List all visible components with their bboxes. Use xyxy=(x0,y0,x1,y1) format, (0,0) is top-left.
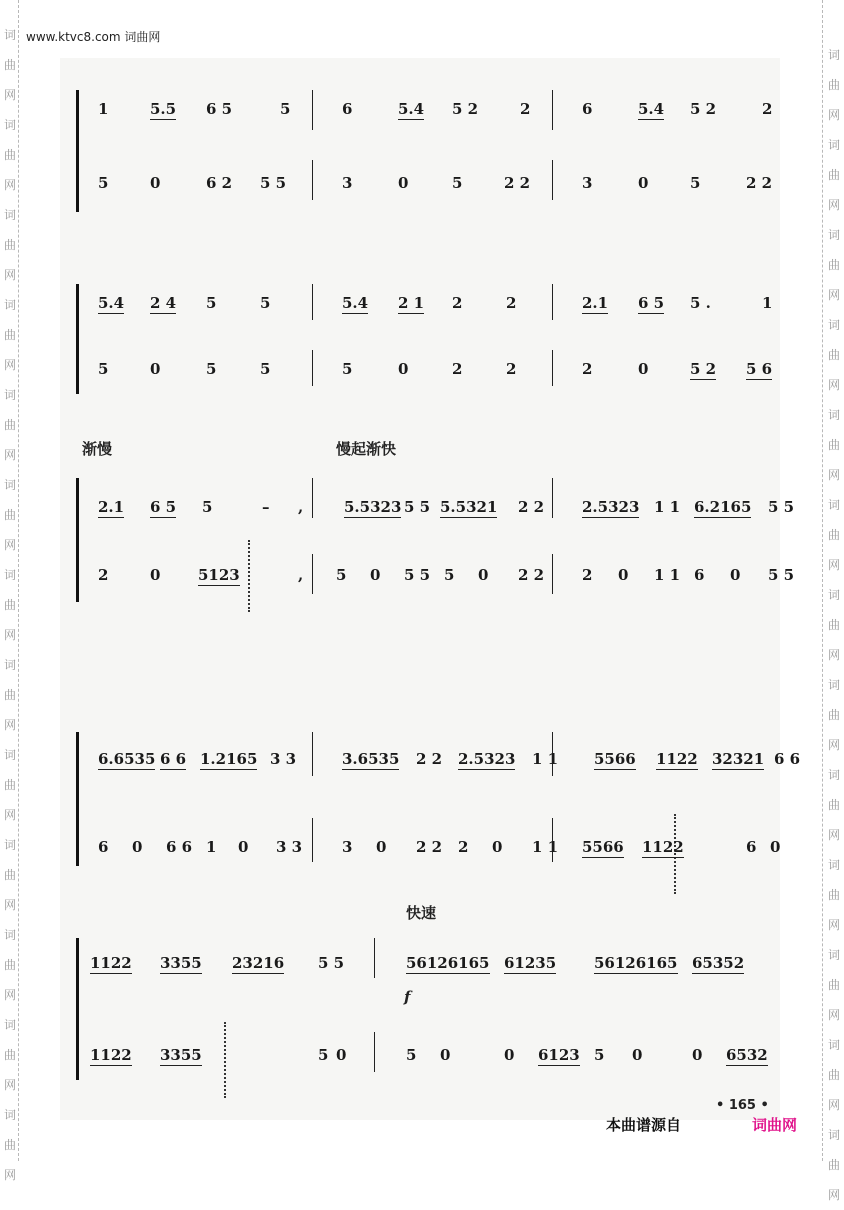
arpeggio-mark xyxy=(248,540,256,612)
note: 6532 xyxy=(726,1046,768,1064)
note: 1 1 xyxy=(532,750,559,768)
system-bracket xyxy=(76,478,79,602)
watermark-char: 词 xyxy=(3,28,16,42)
watermark-char: 曲 xyxy=(3,598,16,612)
watermark-char: 网 xyxy=(3,538,16,552)
barline xyxy=(312,284,313,320)
note: 5 xyxy=(406,1046,417,1064)
note: 1122 xyxy=(90,1046,132,1064)
note: 2 xyxy=(452,360,463,378)
note: , xyxy=(298,566,304,584)
watermark-char: 网 xyxy=(3,448,16,462)
note: 6 5 xyxy=(150,498,177,516)
watermark-char: 曲 xyxy=(827,258,840,272)
note: 5 xyxy=(452,174,463,192)
note: 5 xyxy=(206,294,217,312)
note: 5 6 xyxy=(746,360,773,378)
note: 0 xyxy=(336,1046,347,1064)
note: 6 5 xyxy=(638,294,665,312)
watermark-char: 词 xyxy=(827,408,840,422)
note: 5 xyxy=(280,100,291,118)
watermark-char: 曲 xyxy=(827,528,840,542)
watermark-char: 词 xyxy=(3,838,16,852)
watermark-char: 网 xyxy=(827,918,840,932)
note: 6123 xyxy=(538,1046,580,1064)
tempo-marking: 慢起渐快 xyxy=(336,440,397,458)
left-watermark-column xyxy=(2,20,18,1190)
note: 5 xyxy=(98,174,109,192)
note: 2.5323 xyxy=(458,750,516,768)
note: 0 xyxy=(492,838,503,856)
note: 2 1 xyxy=(398,294,425,312)
note: 6.6535 xyxy=(98,750,156,768)
note: 2.1 xyxy=(98,498,125,516)
note: 5 2 xyxy=(690,100,717,118)
note: 5 xyxy=(342,360,353,378)
note: 6 6 xyxy=(166,838,193,856)
watermark-char: 词 xyxy=(827,1038,840,1052)
note: 61235 xyxy=(504,954,557,972)
note: 2 2 xyxy=(504,174,531,192)
note: 0 xyxy=(370,566,381,584)
watermark-char: 曲 xyxy=(827,618,840,632)
note: 6 6 xyxy=(160,750,187,768)
watermark-char: 网 xyxy=(3,268,16,282)
note: 3 xyxy=(342,838,353,856)
note: 5.5321 xyxy=(440,498,498,516)
note: 5 xyxy=(260,294,271,312)
site-brand-link[interactable]: 词曲网 xyxy=(752,1116,798,1134)
note: 3.6535 xyxy=(342,750,400,768)
note: 5566 xyxy=(582,838,624,856)
watermark-char: 曲 xyxy=(3,238,16,252)
note: 32321 xyxy=(712,750,765,768)
note: 5.5 xyxy=(150,100,177,118)
barline xyxy=(312,554,313,594)
barline xyxy=(552,554,553,594)
note: 0 xyxy=(770,838,781,856)
watermark-char: 词 xyxy=(3,568,16,582)
watermark-char: 网 xyxy=(827,288,840,302)
barline xyxy=(374,938,375,978)
system-1 xyxy=(60,68,780,228)
note: 2 2 xyxy=(416,838,443,856)
watermark-char: 网 xyxy=(3,88,16,102)
watermark-char: 曲 xyxy=(3,58,16,72)
note: 56126165 xyxy=(406,954,490,972)
note: 5 5 xyxy=(318,954,345,972)
watermark-char: 曲 xyxy=(827,168,840,182)
note: – xyxy=(262,498,270,516)
note: 2 2 xyxy=(416,750,443,768)
watermark-char: 词 xyxy=(3,298,16,312)
watermark-char: 曲 xyxy=(3,778,16,792)
note: 0 xyxy=(632,1046,643,1064)
note: 0 xyxy=(478,566,489,584)
left-border-dash xyxy=(18,0,19,1161)
watermark-char: 网 xyxy=(827,198,840,212)
barline xyxy=(552,160,553,200)
note: 0 xyxy=(150,360,161,378)
watermark-char: 网 xyxy=(3,1168,16,1182)
watermark-char: 网 xyxy=(3,628,16,642)
note: 5566 xyxy=(594,750,636,768)
watermark-char: 曲 xyxy=(827,798,840,812)
barline xyxy=(312,732,313,776)
note: 1122 xyxy=(642,838,684,856)
watermark-char: 词 xyxy=(3,118,16,132)
watermark-char: 词 xyxy=(3,1018,16,1032)
watermark-char: 曲 xyxy=(827,708,840,722)
watermark-char: 曲 xyxy=(3,688,16,702)
score-sheet xyxy=(60,58,801,1120)
arpeggio-mark xyxy=(224,1022,232,1098)
note: 3355 xyxy=(160,1046,202,1064)
note: 5 . xyxy=(690,294,711,312)
system-bracket xyxy=(76,90,79,212)
barline xyxy=(312,350,313,386)
note: 0 xyxy=(150,566,161,584)
note: 2 xyxy=(506,294,517,312)
note: 0 xyxy=(692,1046,703,1064)
note: 5 5 xyxy=(768,566,795,584)
note: 6 xyxy=(582,100,593,118)
watermark-char: 曲 xyxy=(3,508,16,522)
watermark-char: 网 xyxy=(3,808,16,822)
watermark-char: 曲 xyxy=(3,1048,16,1062)
note: 3 xyxy=(582,174,593,192)
note: 5 xyxy=(318,1046,329,1064)
note: 1 1 xyxy=(654,566,681,584)
watermark-char: 网 xyxy=(827,1188,840,1202)
note: 2 xyxy=(506,360,517,378)
watermark-char: 词 xyxy=(827,588,840,602)
note: 0 xyxy=(618,566,629,584)
note: 6 5 xyxy=(206,100,233,118)
watermark-char: 曲 xyxy=(3,328,16,342)
note: 5.5323 xyxy=(344,498,402,516)
watermark-char: 曲 xyxy=(827,78,840,92)
note: 23216 xyxy=(232,954,285,972)
system-2 xyxy=(60,264,780,404)
note: 5 xyxy=(260,360,271,378)
note: 2 xyxy=(762,100,773,118)
system-bracket xyxy=(76,938,79,1080)
note: 2 xyxy=(452,294,463,312)
note: 5 xyxy=(206,360,217,378)
watermark-char: 词 xyxy=(3,208,16,222)
watermark-char: 网 xyxy=(3,358,16,372)
note: 2 2 xyxy=(518,566,545,584)
right-watermark-column xyxy=(826,40,842,1210)
tempo-marking: 渐慢 xyxy=(82,440,113,458)
note: 5.4 xyxy=(342,294,369,312)
note: 1 xyxy=(98,100,109,118)
watermark-char: 曲 xyxy=(3,1138,16,1152)
note: 2 xyxy=(458,838,469,856)
system-5 xyxy=(60,896,780,1116)
watermark-char: 网 xyxy=(827,378,840,392)
source-credit: 本曲谱源自 xyxy=(606,1116,682,1134)
note: 3355 xyxy=(160,954,202,972)
note: 2 xyxy=(98,566,109,584)
note: 0 xyxy=(238,838,249,856)
barline xyxy=(312,160,313,200)
watermark-char: 词 xyxy=(3,1108,16,1122)
note: 5 2 xyxy=(690,360,717,378)
watermark-char: 词 xyxy=(827,678,840,692)
watermark-char: 曲 xyxy=(3,418,16,432)
note: 0 xyxy=(398,174,409,192)
note: 5 5 xyxy=(260,174,287,192)
system-bracket xyxy=(76,284,79,394)
watermark-char: 词 xyxy=(3,478,16,492)
watermark-char: 词 xyxy=(827,768,840,782)
note: 5 5 xyxy=(404,498,431,516)
note: 5 xyxy=(98,360,109,378)
note: 5123 xyxy=(198,566,240,584)
note: 2 2 xyxy=(746,174,773,192)
note: 2 xyxy=(582,566,593,584)
right-border-dash xyxy=(822,0,823,1161)
note: 5 xyxy=(336,566,347,584)
note: 0 xyxy=(150,174,161,192)
watermark-char: 网 xyxy=(3,178,16,192)
note: 0 xyxy=(440,1046,451,1064)
watermark-char: 曲 xyxy=(827,348,840,362)
note: 3 3 xyxy=(276,838,303,856)
watermark-char: 词 xyxy=(827,138,840,152)
note: 2 xyxy=(582,360,593,378)
watermark-char: 曲 xyxy=(827,888,840,902)
barline xyxy=(374,1032,375,1072)
watermark-char: 词 xyxy=(827,858,840,872)
note: 0 xyxy=(638,174,649,192)
note: 6 6 xyxy=(774,750,801,768)
note: 5 2 xyxy=(452,100,479,118)
note: 6 xyxy=(746,838,757,856)
note: 6.2165 xyxy=(694,498,752,516)
note: , xyxy=(298,498,304,516)
watermark-char: 网 xyxy=(827,1008,840,1022)
site-url[interactable]: www.ktvc8.com 词曲网 xyxy=(26,30,161,44)
barline xyxy=(552,90,553,130)
watermark-char: 网 xyxy=(827,738,840,752)
barline xyxy=(312,478,313,518)
note: 1 xyxy=(762,294,773,312)
note: 1122 xyxy=(656,750,698,768)
watermark-char: 网 xyxy=(827,828,840,842)
note: 1.2165 xyxy=(200,750,258,768)
note: 1 xyxy=(206,838,217,856)
barline xyxy=(312,90,313,130)
dynamic-marking: f xyxy=(404,988,411,1006)
note: 5.4 xyxy=(398,100,425,118)
note: 0 xyxy=(504,1046,515,1064)
note: 6 xyxy=(694,566,705,584)
system-3 xyxy=(60,436,795,696)
note: 5 5 xyxy=(404,566,431,584)
note: 6 xyxy=(98,838,109,856)
watermark-char: 曲 xyxy=(827,978,840,992)
note: 0 xyxy=(376,838,387,856)
note: 65352 xyxy=(692,954,745,972)
note: 0 xyxy=(398,360,409,378)
note: 5 xyxy=(594,1046,605,1064)
note: 6 xyxy=(342,100,353,118)
note: 5.4 xyxy=(98,294,125,312)
watermark-char: 曲 xyxy=(827,1158,840,1172)
watermark-char: 词 xyxy=(827,318,840,332)
watermark-char: 词 xyxy=(827,1128,840,1142)
watermark-char: 词 xyxy=(3,748,16,762)
watermark-char: 网 xyxy=(3,1078,16,1092)
note: 56126165 xyxy=(594,954,678,972)
note: 2.1 xyxy=(582,294,609,312)
note: 1122 xyxy=(90,954,132,972)
watermark-char: 词 xyxy=(3,388,16,402)
page-number: • 165 • xyxy=(716,1098,769,1113)
watermark-char: 网 xyxy=(3,898,16,912)
barline xyxy=(312,818,313,862)
barline xyxy=(552,350,553,386)
watermark-char: 词 xyxy=(3,928,16,942)
note: 2 xyxy=(520,100,531,118)
note: 0 xyxy=(638,360,649,378)
note: 0 xyxy=(132,838,143,856)
watermark-char: 网 xyxy=(827,1098,840,1112)
note: 1 1 xyxy=(532,838,559,856)
watermark-char: 网 xyxy=(827,648,840,662)
note: 6 2 xyxy=(206,174,233,192)
note: 1 1 xyxy=(654,498,681,516)
watermark-char: 网 xyxy=(827,468,840,482)
note: 2 2 xyxy=(518,498,545,516)
note: 2.5323 xyxy=(582,498,640,516)
note: 3 3 xyxy=(270,750,297,768)
watermark-char: 曲 xyxy=(3,958,16,972)
note: 3 xyxy=(342,174,353,192)
watermark-char: 曲 xyxy=(827,1068,840,1082)
watermark-char: 词 xyxy=(827,48,840,62)
note: 0 xyxy=(730,566,741,584)
watermark-char: 曲 xyxy=(3,148,16,162)
watermark-char: 词 xyxy=(827,498,840,512)
system-4 xyxy=(60,678,801,908)
note: 5.4 xyxy=(638,100,665,118)
watermark-char: 网 xyxy=(3,988,16,1002)
watermark-char: 网 xyxy=(827,558,840,572)
barline xyxy=(552,284,553,320)
watermark-char: 曲 xyxy=(3,868,16,882)
watermark-char: 词 xyxy=(827,948,840,962)
watermark-char: 网 xyxy=(827,108,840,122)
note: 5 xyxy=(690,174,701,192)
watermark-char: 词 xyxy=(827,228,840,242)
watermark-char: 词 xyxy=(3,658,16,672)
note: 5 5 xyxy=(768,498,795,516)
note: 5 xyxy=(202,498,213,516)
note: 5 xyxy=(444,566,455,584)
system-bracket xyxy=(76,732,79,866)
watermark-char: 网 xyxy=(3,718,16,732)
tempo-marking: 快速 xyxy=(406,904,437,922)
note: 2 4 xyxy=(150,294,177,312)
barline xyxy=(552,478,553,518)
watermark-char: 曲 xyxy=(827,438,840,452)
